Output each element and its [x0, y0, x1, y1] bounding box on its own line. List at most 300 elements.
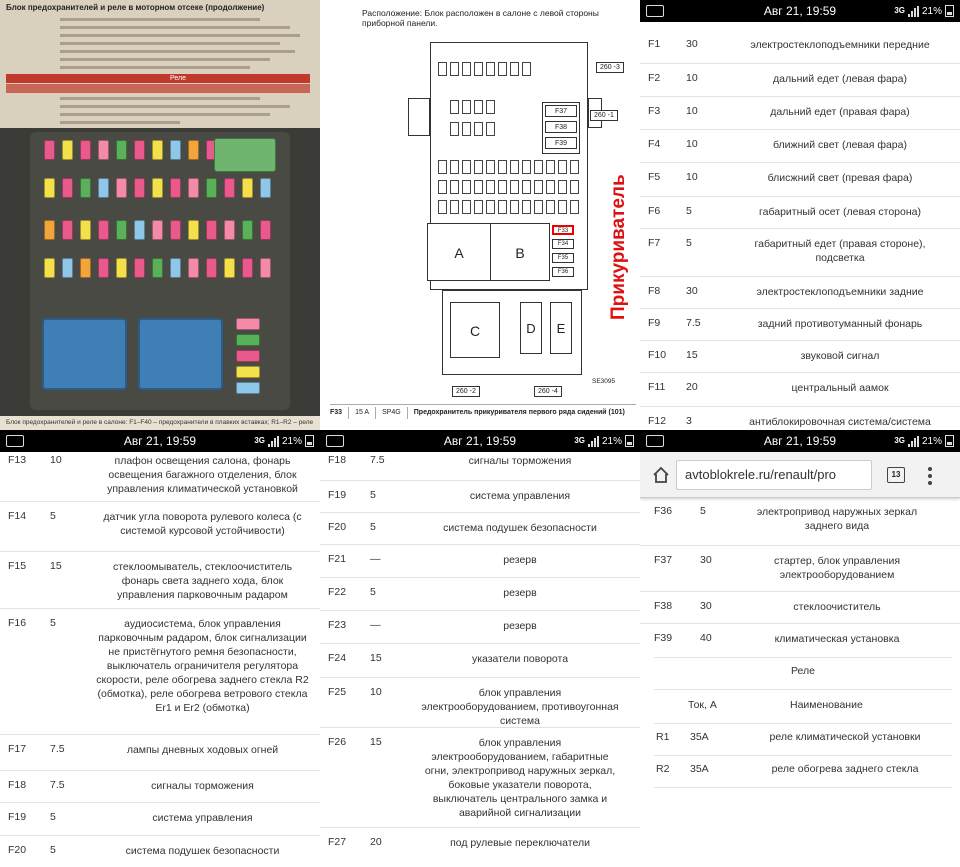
fuse-blade	[242, 178, 253, 198]
fuse-amperage: 10	[686, 171, 698, 183]
fuse-amperage: 10	[50, 454, 62, 466]
fuse-description: аудиосистема, блок управления парковочным радаром, блок сигнализации не пристёгнутого ремня безопасности, выключатель ограничителя регулятора скорости, реле обогрева заднего стекла R2 (обмотка), реле обогрева ветрового стекла Er1 и Er2 (обмотка)	[96, 618, 309, 714]
table-row	[320, 544, 640, 577]
fuse-description: резерв	[503, 554, 537, 566]
diagram-fuse-slot	[498, 62, 507, 76]
fuse-amperage: 20	[370, 836, 382, 848]
fuse-box-photo	[0, 0, 320, 430]
photo-caption: Блок предохранителей и реле в салоне: F1–F40 – предохранители в плавких вставках; R1–R2 – реле	[0, 416, 320, 430]
fuse-table	[0, 430, 320, 867]
diagram-fuse-slot	[534, 180, 543, 194]
fuse-amperage: 5	[50, 617, 56, 629]
fuse-blade	[152, 140, 163, 160]
diagram-fuse-slot	[534, 160, 543, 174]
fuse-id: F9	[648, 317, 661, 329]
fuse-id: F16	[8, 617, 27, 629]
block-b-label: B	[515, 245, 525, 261]
fuse-id: F23	[328, 619, 347, 631]
network-type: 3G	[254, 436, 265, 445]
fuse-amperage: —	[370, 553, 381, 565]
fuse-id: F22	[328, 586, 347, 598]
fuse-blade	[98, 220, 109, 240]
fuse-blade	[44, 220, 55, 240]
fuse-id: F21	[328, 553, 347, 565]
fuse-box-diagram	[320, 0, 640, 430]
fuse-blade	[116, 140, 127, 160]
diagram-fuse-slot	[474, 200, 483, 214]
table-row	[0, 608, 320, 734]
fuse-blade	[170, 178, 181, 198]
relay-row	[640, 731, 960, 755]
fuse-blade	[170, 258, 181, 278]
diagram-fuse-slot	[510, 200, 519, 214]
fuse-description: лампы дневных ходовых огней	[126, 744, 279, 756]
fuse-id: F1	[648, 38, 661, 50]
table-row	[320, 610, 640, 643]
table-row	[0, 802, 320, 835]
diagram-fuse-slot	[450, 100, 459, 114]
table-row	[640, 96, 960, 129]
fuse-blade	[206, 258, 217, 278]
fuse-table	[320, 430, 640, 867]
fuse-f35-label: F35	[557, 255, 569, 261]
fuse-amperage: 10	[686, 72, 698, 84]
block-side-tab	[408, 98, 430, 136]
block-b	[490, 223, 550, 281]
fuse-id: F14	[8, 510, 27, 522]
diagram-fuse-slot	[558, 160, 567, 174]
diagram-fuse-slot	[462, 160, 471, 174]
fuse-blade	[152, 178, 163, 198]
battery-icon	[945, 435, 954, 447]
fuse-description: система управления	[152, 812, 253, 824]
fuse-id: F4	[648, 138, 661, 150]
diagram-fuse-slot	[570, 180, 579, 194]
diagram-fuse-slot	[438, 62, 447, 76]
fuse-blade	[134, 220, 145, 240]
fuse-blade	[236, 318, 260, 330]
fuse-blade	[80, 140, 91, 160]
fuse-id: F3	[648, 105, 661, 117]
fuse-id: F27	[328, 836, 347, 848]
relay-r2	[138, 318, 223, 390]
diagram-fuse-slot	[522, 62, 531, 76]
table-row	[640, 228, 960, 276]
fuse-description: звуковой сигнал	[800, 350, 880, 362]
fuse-f34	[552, 239, 574, 249]
fuse-description: антиблокировочная система/система	[749, 416, 931, 428]
table-row	[640, 406, 960, 430]
fuse-f38-label: F38	[554, 124, 568, 131]
diagram-fuse-slot	[462, 100, 471, 114]
fuse-description: блок управления электрооборудованием, габаритные огни, электропривод наружных зеркал, боковые указатели поворота, выключатель центрального замка и аварийной сигнализации	[424, 737, 616, 819]
fuse-blade	[62, 220, 73, 240]
status-time: Авг 21, 19:59	[763, 434, 837, 448]
fuse-description: дальний едет (левая фара)	[773, 73, 907, 85]
battery-level: 21%	[281, 435, 302, 447]
relay-section-title: Реле	[791, 665, 815, 677]
fuse-description: система управления	[469, 490, 571, 502]
fuse-block-green	[214, 138, 276, 172]
fuse-blade	[62, 140, 73, 160]
diagram-fuse-slot	[510, 160, 519, 174]
network-type: 3G	[574, 436, 585, 445]
fuse-id: F18	[328, 454, 347, 466]
diagram-fuse-slot	[486, 200, 495, 214]
fuse-amperage: 5	[50, 510, 56, 522]
screenshot-table-3	[320, 430, 640, 867]
fuse-description: дальний едет (правая фара)	[770, 106, 910, 118]
block-e-label: E	[556, 321, 566, 336]
book-table-header: Реле	[170, 75, 186, 82]
fuse-amperage: 15	[370, 736, 382, 748]
fuse-blade	[98, 140, 109, 160]
table-row	[640, 196, 960, 228]
diagram-fuse-slot	[474, 122, 483, 136]
fuse-description: ближний свет (левая фара)	[773, 139, 907, 151]
diagram-fuse-slot	[498, 160, 507, 174]
fuse-id: F17	[8, 743, 27, 755]
fuse-id: F8	[648, 285, 661, 297]
fuse-id: F18	[8, 779, 27, 791]
footer-fuse: F33	[330, 409, 343, 416]
fuse-f39-label: F39	[554, 140, 568, 147]
table-row	[320, 577, 640, 610]
fuse-description: габаритный осет (левая сторона)	[759, 206, 921, 218]
fuse-f37-label: F37	[554, 108, 568, 115]
table-row	[0, 501, 320, 551]
fuse-amperage: 40	[700, 632, 712, 644]
fuse-description: резерв	[503, 620, 537, 632]
block-a-label: A	[454, 245, 464, 261]
fuse-description: указатели поворота	[471, 653, 569, 665]
fuse-amperage: 5	[700, 505, 706, 517]
relay-description: реле обогрева заднего стекла	[771, 763, 919, 775]
fuse-blade	[44, 258, 55, 278]
table-row	[640, 308, 960, 340]
diagram-fuse-slot	[462, 200, 471, 214]
fuse-id: F38	[654, 600, 673, 612]
fuse-description: электропривод наружных зеркал заднего вида	[756, 506, 918, 532]
fuse-f34-label: F34	[557, 241, 569, 247]
table-row	[640, 129, 960, 162]
fuse-blade	[80, 220, 91, 240]
table-row	[320, 643, 640, 677]
relay-id: R1	[656, 731, 670, 743]
table-row	[640, 340, 960, 372]
fuse-description: габаритный едет (правая стороне), подсветка	[754, 238, 926, 264]
fuse-blade	[260, 258, 271, 278]
fuse-id: F2	[648, 72, 661, 84]
fuse-amperage: 5	[370, 521, 376, 533]
diagram-fuse-slot	[450, 62, 459, 76]
fuse-blade	[206, 220, 217, 240]
fuse-description: стеклоочиститель	[793, 601, 881, 613]
fuse-blade	[62, 258, 73, 278]
fuse-f39	[545, 137, 577, 149]
fuse-id: F20	[328, 521, 347, 533]
fuse-id: F26	[328, 736, 347, 748]
fuse-amperage: 7.5	[370, 454, 385, 466]
diagram-fuse-slot	[522, 200, 531, 214]
relay-id: R2	[656, 763, 670, 775]
relay-r1	[42, 318, 127, 390]
book-header-title: Блок предохранителей и реле в моторном отсеке (продолжение)	[6, 3, 265, 12]
diagram-footer	[330, 404, 636, 418]
table-row	[320, 727, 640, 827]
diagram-fuse-slot	[546, 180, 555, 194]
fuse-f36	[552, 267, 574, 277]
diagram-fuse-slot	[462, 62, 471, 76]
network-type: 3G	[894, 436, 905, 445]
footer-desc: Предохранитель прикуривателя первого ряда сидений (101)	[413, 409, 625, 416]
tab-switcher-button[interactable]	[887, 467, 905, 483]
status-bar	[640, 430, 960, 452]
fuse-blade	[134, 140, 145, 160]
fuse-amperage: 3	[686, 415, 692, 427]
fuse-blade	[116, 178, 127, 198]
book-page	[0, 0, 320, 128]
block-e	[550, 302, 572, 354]
fuse-blade	[242, 258, 253, 278]
diagram-fuse-slot	[462, 180, 471, 194]
fuse-amperage: 5	[370, 489, 376, 501]
fuse-description: система подушек безопасности	[443, 522, 597, 534]
battery-level: 21%	[921, 5, 942, 17]
relay-amperage: 35A	[690, 763, 709, 775]
table-row	[640, 545, 960, 591]
fuse-blade	[188, 178, 199, 198]
footer-code: SP4G	[382, 409, 401, 416]
fuse-blade	[44, 140, 55, 160]
fuse-id: F6	[648, 205, 661, 217]
fuse-amperage: 30	[700, 600, 712, 612]
fuse-description: резерв	[503, 587, 537, 599]
fuse-blade	[170, 140, 181, 160]
fuse-blade	[188, 140, 199, 160]
fuse-blade	[260, 220, 271, 240]
diagram-code: SE3095	[592, 378, 616, 385]
table-row	[320, 512, 640, 544]
fuse-table	[640, 499, 960, 659]
screenshot-browser	[640, 430, 960, 867]
fuse-amperage: 7.5	[50, 743, 65, 755]
fuse-blade	[152, 220, 163, 240]
fuse-amperage: 30	[686, 285, 698, 297]
fuse-blade	[224, 258, 235, 278]
fuse-blade	[116, 220, 127, 240]
fuse-id: F19	[8, 811, 27, 823]
highlight-label: Прикуриватель	[608, 174, 629, 321]
network-type: 3G	[894, 6, 905, 15]
diagram-fuse-slot	[510, 62, 519, 76]
diagram-fuse-slot	[474, 180, 483, 194]
fuse-amperage: 15	[370, 652, 382, 664]
address-bar[interactable]	[676, 460, 872, 490]
fuse-f33	[552, 225, 574, 235]
fuse-amperage: 30	[686, 38, 698, 50]
fuse-blade	[62, 178, 73, 198]
fuse-amperage: 15	[50, 560, 62, 572]
signal-icon	[908, 436, 919, 447]
relay-description: реле климатической установки	[769, 731, 921, 743]
fuse-id: F37	[654, 554, 673, 566]
callout-260-4: 260 -4	[534, 386, 562, 397]
fuse-id: F5	[648, 171, 661, 183]
menu-icon[interactable]	[928, 466, 934, 484]
fuse-amperage: 5	[50, 844, 56, 856]
fuse-blade	[242, 220, 253, 240]
diagram-fuse-slot	[498, 180, 507, 194]
fuse-blade	[188, 220, 199, 240]
block-d	[520, 302, 542, 354]
fuse-amperage: —	[370, 619, 381, 631]
fuse-description: центральный аамок	[791, 382, 889, 394]
fuse-id: F11	[648, 381, 666, 393]
fuse-f36-label: F36	[557, 269, 569, 275]
fuse-amperage: 10	[686, 138, 698, 150]
home-icon[interactable]	[652, 466, 670, 484]
callout-260-3: 260 -3	[596, 62, 624, 73]
table-row	[320, 480, 640, 512]
fuse-amperage: 7.5	[50, 779, 65, 791]
fuse-amperage: 20	[686, 381, 698, 393]
relay-amperage: 35A	[690, 731, 709, 743]
fuse-blade	[206, 178, 217, 198]
diagram-fuse-slot	[546, 200, 555, 214]
diagram-fuse-slot	[570, 200, 579, 214]
fuse-id: F13	[8, 454, 27, 466]
fuse-blade	[134, 258, 145, 278]
fuse-amperage: 10	[686, 105, 698, 117]
fuse-description: стартер, блок управления электрооборудованием	[774, 555, 900, 581]
fuse-description: электростеклоподъемники задние	[756, 286, 924, 298]
fuse-description: сигналы торможения	[151, 780, 254, 792]
table-row	[640, 63, 960, 96]
gallery-icon	[646, 435, 664, 447]
fuse-id: F12	[648, 415, 667, 427]
block-d-label: D	[526, 321, 536, 336]
status-time: Авг 21, 19:59	[443, 434, 517, 448]
browser-toolbar	[640, 452, 960, 498]
screenshot-table-2	[0, 430, 320, 867]
fuse-description: блисжний свет (превая фара)	[767, 172, 913, 184]
fuse-id: F39	[654, 632, 673, 644]
diagram-fuse-slot	[510, 180, 519, 194]
diagram-fuse-slot	[486, 122, 495, 136]
diagram-fuse-slot	[474, 62, 483, 76]
diagram-fuse-slot	[462, 122, 471, 136]
fuse-id: F25	[328, 686, 347, 698]
diagram-fuse-slot	[522, 160, 531, 174]
fuse-blade	[98, 258, 109, 278]
fuse-description: сигналы торможения	[468, 455, 572, 467]
status-time: Авг 21, 19:59	[123, 434, 197, 448]
table-row	[0, 770, 320, 802]
fuse-description: плафон освещения салона, фонарь освещения багажного отделения, блок управления климатической установкой	[107, 455, 298, 495]
table-row	[640, 372, 960, 406]
diagram-fuse-slot	[486, 100, 495, 114]
relay-row	[640, 763, 960, 787]
diagram-fuse-slot	[486, 160, 495, 174]
fuse-id: F24	[328, 652, 347, 664]
fuse-table	[640, 0, 960, 430]
fuse-blade	[116, 258, 127, 278]
fuse-description: датчик угла поворота рулевого колеса (с системой курсовой устойчивости)	[103, 511, 302, 537]
block-c	[450, 302, 500, 358]
diagram-fuse-slot	[438, 200, 447, 214]
table-row	[0, 835, 320, 867]
callout-260-1: 260 -1	[590, 110, 618, 121]
fuse-blade	[236, 334, 260, 346]
fuse-description: климатическая установка	[774, 633, 900, 645]
diagram-fuse-slot	[450, 122, 459, 136]
diagram-fuse-slot	[474, 100, 483, 114]
fuse-amperage: 5	[686, 205, 692, 217]
fuse-id: F15	[8, 560, 27, 572]
diagram-fuse-slot	[474, 160, 483, 174]
relay-col-current: Ток, А	[688, 699, 717, 711]
fuse-blade	[170, 220, 181, 240]
fuse-amperage: 5	[686, 237, 692, 249]
fuse-amperage: 5	[50, 811, 56, 823]
fuse-f38	[545, 121, 577, 133]
status-time: Авг 21, 19:59	[763, 4, 837, 18]
fuse-description: стеклоомыватель, стеклоочиститель фонарь света заднего хода, блок управления парковочным радаром	[112, 561, 293, 601]
fuse-description: электростеклоподъемники передние	[750, 39, 930, 51]
table-row	[0, 734, 320, 770]
relay-col-name: Наименование	[790, 699, 863, 711]
diagram-fuse-slot	[450, 200, 459, 214]
fuse-amperage: 5	[370, 586, 376, 598]
fuse-blade	[236, 366, 260, 378]
block-c-label: C	[469, 323, 481, 339]
diagram-fuse-slot	[450, 160, 459, 174]
fuse-blade	[236, 382, 260, 394]
fuse-description: под рулевые переключатели	[450, 837, 590, 849]
table-row	[640, 591, 960, 623]
diagram-fuse-slot	[534, 200, 543, 214]
fuse-blade	[152, 258, 163, 278]
web-content	[640, 499, 960, 867]
diagram-fuse-slot	[522, 180, 531, 194]
footer-amp: 15 A	[355, 409, 370, 416]
diagram-fuse-slot	[558, 180, 567, 194]
battery-level: 21%	[921, 435, 942, 447]
diagram-fuse-slot	[438, 160, 447, 174]
diagram-fuse-slot	[450, 180, 459, 194]
fuse-blade	[134, 178, 145, 198]
diagram-fuse-slot	[486, 62, 495, 76]
block-a	[427, 223, 491, 281]
fuse-f35	[552, 253, 574, 263]
fuse-amperage: 7.5	[686, 317, 701, 329]
screenshot-table-1	[640, 0, 960, 430]
fuse-description: задний противотуманный фонарь	[757, 318, 923, 330]
tab-count: 13	[891, 470, 901, 479]
diagram-fuse-slot	[558, 200, 567, 214]
table-row	[320, 677, 640, 727]
url-text: avtoblokrele.ru/renault/pro	[685, 467, 837, 482]
fuse-amperage: 10	[370, 686, 382, 698]
fuse-blade	[236, 350, 260, 362]
location-note: Расположение: Блок расположен в салоне с левой стороны приборной панели.	[362, 8, 599, 28]
fuse-id: F7	[648, 237, 661, 249]
table-row	[0, 551, 320, 608]
fuse-blade	[80, 178, 91, 198]
diagram-fuse-slot	[438, 180, 447, 194]
fuse-id: F19	[328, 489, 347, 501]
